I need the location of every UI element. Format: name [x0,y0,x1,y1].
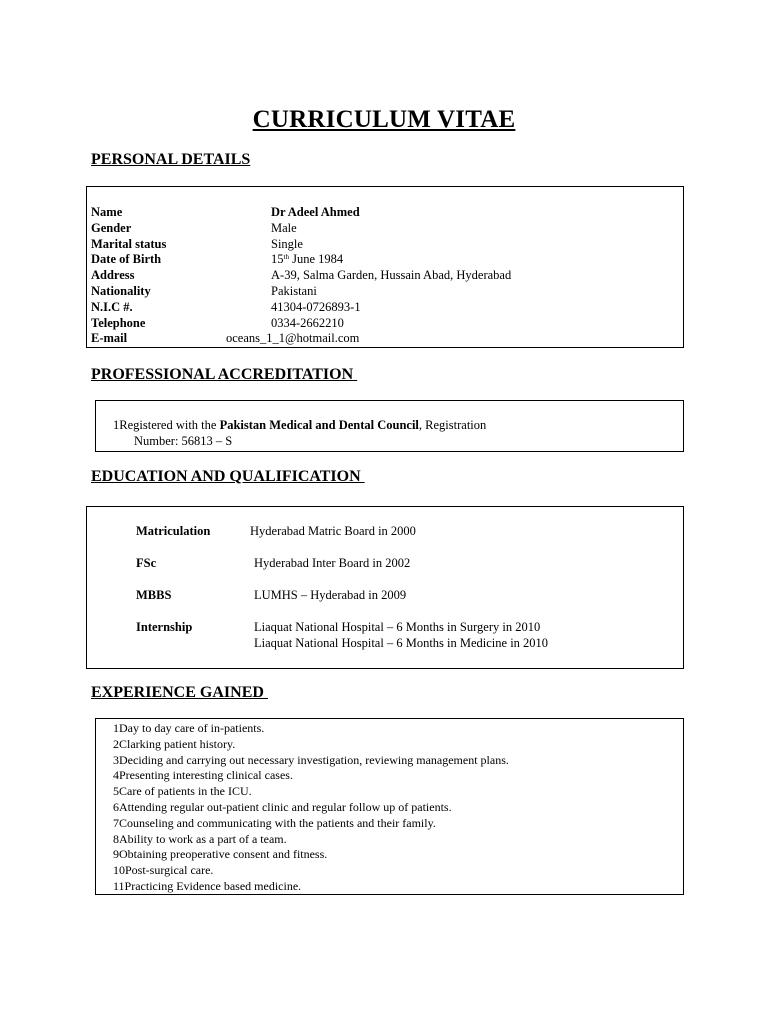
personal-details-heading: PERSONAL DETAILS [91,151,251,168]
list-item: 1Day to day care of in-patients. [113,721,265,735]
list-item: 2Clarking patient history. [113,736,236,751]
email-value: oceans_1_1@hotmail.com [226,331,360,345]
address-label: Address [91,268,135,282]
list-item: 5Care of patients in the ICU. [113,784,252,799]
experience-box [95,718,684,895]
telephone-value: 0334-2662210 [271,316,344,330]
accreditation-box [95,400,684,452]
list-item: 8Ability to work as a part of a team. [113,831,287,846]
dob-value: 15th June 1984 [271,252,344,266]
list-item: 10Post-surgical care. [113,863,214,878]
internship-label: Internship [136,620,193,634]
list-item: 11Practicing Evidence based medicine. [113,878,302,893]
accreditation-line-1: 1Registered with the Pakistan Medical and Dental Council, Registration [113,418,487,432]
nationality-value: Pakistani [271,284,317,298]
experience-heading: EXPERIENCE GAINED [91,684,268,701]
accreditation-line-2: Number: 56813 – S [134,434,233,448]
fsc-label: FSc [136,556,157,570]
experience-list [113,721,509,895]
fsc-value: Hyderabad Inter Board in 2002 [254,556,411,570]
matriculation-label: Matriculation [136,524,211,538]
internship-value-2: Liaquat National Hospital – 6 Months in Medicine in 2010 [254,636,549,650]
personal-details-box [86,186,684,348]
address-value: A-39, Salma Garden, Hussain Abad, Hyderabad [271,268,512,282]
education-box [86,506,684,669]
education-heading: EDUCATION AND QUALIFICATION [91,468,365,485]
list-item: 3Deciding and carrying out necessary investigation, reviewing management plans. [113,752,509,767]
list-item: 6Attending regular out-patient clinic and regular follow up of patients. [113,799,452,814]
list-item: 9Obtaining preoperative consent and fitness. [113,847,328,862]
gender-value: Male [271,221,297,235]
telephone-label: Telephone [91,316,146,330]
dob-label: Date of Birth [91,252,162,266]
nic-label: N.I.C #. [91,300,133,314]
list-item: 4Presenting interesting clinical cases. [113,768,293,783]
mbbs-label: MBBS [136,588,172,602]
mbbs-value: LUMHS – Hyderabad in 2009 [254,588,407,602]
email-label: E-mail [91,331,128,345]
name-label: Name [91,205,123,219]
name-value: Dr Adeel Ahmed [271,205,360,219]
list-item: 7Counseling and communicating with the patients and their family. [113,815,436,830]
document-title: CURRICULUM VITAE [252,106,516,133]
nic-value: 41304-0726893-1 [271,300,361,314]
matriculation-value: Hyderabad Matric Board in 2000 [250,524,416,538]
internship-value-1: Liaquat National Hospital – 6 Months in Surgery in 2010 [254,620,541,634]
accreditation-heading: PROFESSIONAL ACCREDITATION [91,366,358,383]
marital-status-value: Single [271,237,303,251]
pmdc-name: Pakistan Medical and Dental Council [219,418,419,432]
gender-label: Gender [91,221,132,235]
marital-status-label: Marital status [91,237,167,251]
nationality-label: Nationality [91,284,151,298]
